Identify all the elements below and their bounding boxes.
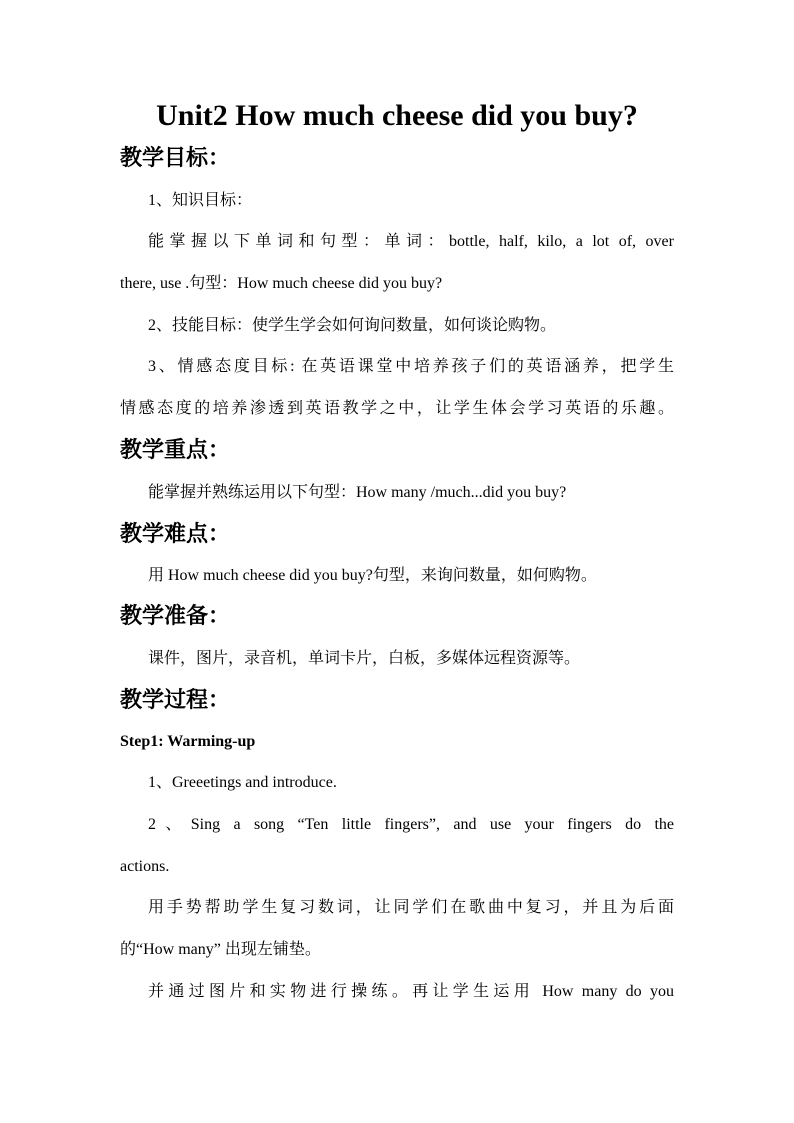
objective-item-3-line-2: 情感态度的培养渗透到英语教学之中，让学生体会学习英语的乐趣。 <box>120 400 674 417</box>
objective-item-2: 2、技能目标：使学生学会如何询问数量，如何谈论购物。 <box>148 317 557 334</box>
process-heading: 教学过程： <box>120 688 231 713</box>
step1-heading: Step1: Warming-up <box>120 733 256 750</box>
process-paragraph-2-line-1: 并通过图片和实物进行操练。再让学生运用 How many do you <box>148 983 674 1000</box>
key-points-heading: 教学重点： <box>120 438 231 463</box>
process-paragraph-1-line-1: 用手势帮助学生复习数词，让同学们在歌曲中复习，并且为后面 <box>148 899 674 916</box>
objective-item-1-label: 1、知识目标： <box>148 192 253 209</box>
difficulties-text: 用 How much cheese did you buy?句型，来询问数量，如何购物。 <box>148 567 597 584</box>
preparation-text: 课件，图片，录音机，单词卡片，白板，多媒体远程资源等。 <box>148 650 581 667</box>
preparation-heading: 教学准备： <box>120 604 231 629</box>
process-paragraph-1-line-2: 的“How many” 出现左铺垫。 <box>120 941 321 958</box>
objective-item-3-line-1: 3、情感态度目标: 在英语课堂中培养孩子们的英语涵养，把学生 <box>148 358 674 375</box>
process-item-2-line-1: 2、Sing a song “Ten little fingers”, and use your fingers do the <box>148 816 674 833</box>
objective-item-1-line-2: there, use .句型：How much cheese did you buy? <box>120 275 443 292</box>
objectives-heading: 教学目标： <box>120 146 231 171</box>
process-item-2-line-2: actions. <box>120 858 170 875</box>
objective-item-1-line-1: 能掌握以下单词和句型：单词：bottle, half, kilo, a lot of, over <box>148 233 674 250</box>
page-title: Unit2 How much cheese did you buy? <box>156 99 638 132</box>
difficulties-heading: 教学难点： <box>120 522 231 547</box>
process-item-1: 1、Greeetings and introduce. <box>148 774 337 791</box>
key-points-text: 能掌握并熟练运用以下句型：How many /much...did you buy? <box>148 484 567 501</box>
